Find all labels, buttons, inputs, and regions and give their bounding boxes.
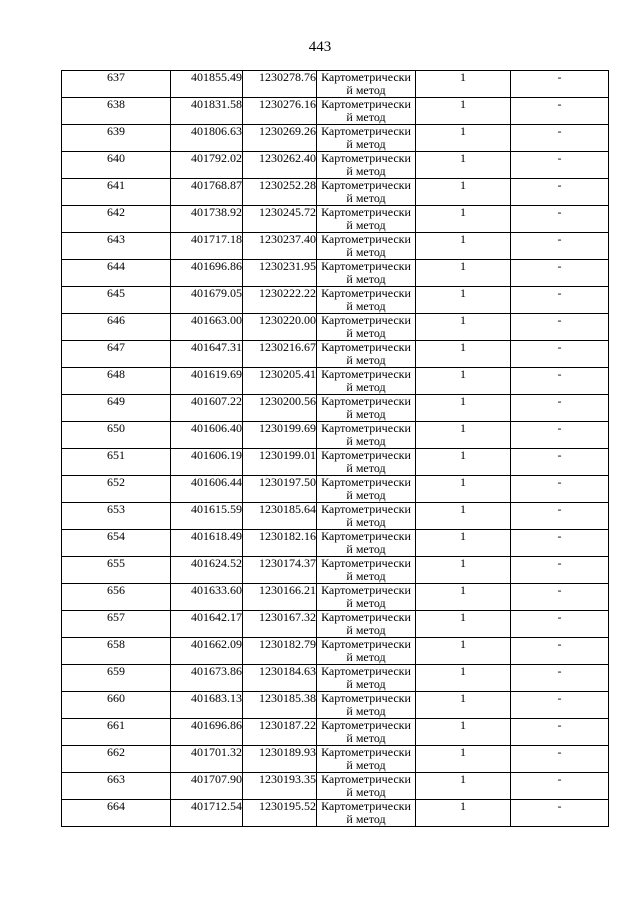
point-number-cell: 641 xyxy=(62,179,171,206)
x-coordinate-cell: 401683.13 xyxy=(171,692,243,719)
note-cell: - xyxy=(511,557,609,584)
note-cell: - xyxy=(511,314,609,341)
point-number-cell: 654 xyxy=(62,530,171,557)
x-coordinate-cell: 401806.63 xyxy=(171,125,243,152)
method-cell xyxy=(317,584,416,611)
note-cell: - xyxy=(511,125,609,152)
method-cell xyxy=(317,746,416,773)
y-coordinate-cell: 1230195.52 xyxy=(243,800,317,827)
accuracy-cell: 1 xyxy=(416,395,511,422)
x-coordinate-cell: 401633.60 xyxy=(171,584,243,611)
y-coordinate-cell: 1230185.38 xyxy=(243,692,317,719)
method-text-line-1: Картометрически xyxy=(321,97,411,111)
page-number: 443 xyxy=(308,39,332,55)
point-number-cell: 660 xyxy=(62,692,171,719)
x-coordinate-cell: 401696.86 xyxy=(171,719,243,746)
note-cell: - xyxy=(511,665,609,692)
accuracy-cell: 1 xyxy=(416,125,511,152)
method-cell xyxy=(317,368,416,395)
x-coordinate-cell: 401738.92 xyxy=(171,206,243,233)
accuracy-cell: 1 xyxy=(416,557,511,584)
note-cell: - xyxy=(511,611,609,638)
point-number-cell: 646 xyxy=(62,314,171,341)
method-text-line-2: й метод xyxy=(346,677,386,691)
accuracy-cell: 1 xyxy=(416,98,511,125)
method-cell xyxy=(317,449,416,476)
point-number-cell: 639 xyxy=(62,125,171,152)
point-number-cell: 657 xyxy=(62,611,171,638)
note-cell: - xyxy=(511,719,609,746)
table-row xyxy=(62,314,609,341)
method-cell xyxy=(317,773,416,800)
method-cell xyxy=(317,314,416,341)
accuracy-cell: 1 xyxy=(416,206,511,233)
x-coordinate-cell: 401768.87 xyxy=(171,179,243,206)
point-number-cell: 647 xyxy=(62,341,171,368)
point-number-cell: 661 xyxy=(62,719,171,746)
method-text-line-1: Картометрически xyxy=(321,583,411,597)
method-cell xyxy=(317,233,416,260)
method-text-line-1: Картометрически xyxy=(321,799,411,813)
point-number-cell: 655 xyxy=(62,557,171,584)
accuracy-cell: 1 xyxy=(416,503,511,530)
method-text-line-1: Картометрически xyxy=(321,502,411,516)
note-cell: - xyxy=(511,584,609,611)
method-text-line-2: й метод xyxy=(346,299,386,313)
method-text-line-2: й метод xyxy=(346,380,386,394)
method-text-line-2: й метод xyxy=(346,245,386,259)
y-coordinate-cell: 1230269.26 xyxy=(243,125,317,152)
table-row xyxy=(62,719,609,746)
x-coordinate-cell: 401792.02 xyxy=(171,152,243,179)
note-cell: - xyxy=(511,98,609,125)
accuracy-cell: 1 xyxy=(416,692,511,719)
note-cell: - xyxy=(511,422,609,449)
table-row xyxy=(62,71,609,98)
y-coordinate-cell: 1230278.76 xyxy=(243,71,317,98)
method-text-line-1: Картометрически xyxy=(321,286,411,300)
y-coordinate-cell: 1230184.63 xyxy=(243,665,317,692)
point-number-cell: 652 xyxy=(62,476,171,503)
x-coordinate-cell: 401696.86 xyxy=(171,260,243,287)
y-coordinate-cell: 1230199.01 xyxy=(243,449,317,476)
table-row xyxy=(62,530,609,557)
table-row xyxy=(62,341,609,368)
accuracy-cell: 1 xyxy=(416,368,511,395)
x-coordinate-cell: 401642.17 xyxy=(171,611,243,638)
y-coordinate-cell: 1230193.35 xyxy=(243,773,317,800)
note-cell: - xyxy=(511,773,609,800)
method-text-line-1: Картометрически xyxy=(321,421,411,435)
x-coordinate-cell: 401855.49 xyxy=(171,71,243,98)
note-cell: - xyxy=(511,746,609,773)
point-number-cell: 656 xyxy=(62,584,171,611)
method-text-line-1: Картометрически xyxy=(321,394,411,408)
table-row xyxy=(62,557,609,584)
method-text-line-2: й метод xyxy=(346,407,386,421)
method-text-line-2: й метод xyxy=(346,434,386,448)
method-cell xyxy=(317,260,416,287)
x-coordinate-cell: 401607.22 xyxy=(171,395,243,422)
method-cell xyxy=(317,71,416,98)
table-row xyxy=(62,422,609,449)
note-cell: - xyxy=(511,530,609,557)
point-number-cell: 638 xyxy=(62,98,171,125)
method-text-line-1: Картометрически xyxy=(321,367,411,381)
method-text-line-2: й метод xyxy=(346,542,386,556)
method-text-line-1: Картометрически xyxy=(321,178,411,192)
x-coordinate-cell: 401679.05 xyxy=(171,287,243,314)
method-text-line-2: й метод xyxy=(346,137,386,151)
point-number-cell: 651 xyxy=(62,449,171,476)
point-number-cell: 662 xyxy=(62,746,171,773)
table-row xyxy=(62,800,609,827)
method-text-line-1: Картометрически xyxy=(321,475,411,489)
x-coordinate-cell: 401615.59 xyxy=(171,503,243,530)
method-text-line-1: Картометрически xyxy=(321,718,411,732)
point-number-cell: 643 xyxy=(62,233,171,260)
accuracy-cell: 1 xyxy=(416,422,511,449)
table-row xyxy=(62,287,609,314)
method-text-line-1: Картометрически xyxy=(321,259,411,273)
note-cell: - xyxy=(511,206,609,233)
method-cell xyxy=(317,206,416,233)
method-cell xyxy=(317,800,416,827)
method-text-line-2: й метод xyxy=(346,758,386,772)
note-cell: - xyxy=(511,800,609,827)
point-number-cell: 649 xyxy=(62,395,171,422)
point-number-cell: 658 xyxy=(62,638,171,665)
y-coordinate-cell: 1230187.22 xyxy=(243,719,317,746)
y-coordinate-cell: 1230182.16 xyxy=(243,530,317,557)
accuracy-cell: 1 xyxy=(416,71,511,98)
y-coordinate-cell: 1230205.41 xyxy=(243,368,317,395)
note-cell: - xyxy=(511,503,609,530)
y-coordinate-cell: 1230189.93 xyxy=(243,746,317,773)
method-text-line-2: й метод xyxy=(346,812,386,826)
y-coordinate-cell: 1230174.37 xyxy=(243,557,317,584)
method-cell xyxy=(317,152,416,179)
method-text-line-1: Картометрически xyxy=(321,313,411,327)
method-text-line-1: Картометрически xyxy=(321,691,411,705)
method-text-line-2: й метод xyxy=(346,596,386,610)
method-text-line-1: Картометрически xyxy=(321,637,411,651)
method-cell xyxy=(317,638,416,665)
note-cell: - xyxy=(511,638,609,665)
accuracy-cell: 1 xyxy=(416,476,511,503)
note-cell: - xyxy=(511,260,609,287)
x-coordinate-cell: 401717.18 xyxy=(171,233,243,260)
table-row xyxy=(62,125,609,152)
point-number-cell: 663 xyxy=(62,773,171,800)
method-text-line-2: й метод xyxy=(346,326,386,340)
point-number-cell: 640 xyxy=(62,152,171,179)
note-cell: - xyxy=(511,449,609,476)
table-row xyxy=(62,233,609,260)
table-row xyxy=(62,368,609,395)
accuracy-cell: 1 xyxy=(416,773,511,800)
x-coordinate-cell: 401618.49 xyxy=(171,530,243,557)
method-text-line-1: Картометрически xyxy=(321,529,411,543)
method-text-line-2: й метод xyxy=(346,218,386,232)
method-text-line-2: й метод xyxy=(346,623,386,637)
y-coordinate-cell: 1230197.50 xyxy=(243,476,317,503)
method-text-line-2: й метод xyxy=(346,164,386,178)
table-body xyxy=(62,71,609,827)
method-text-line-1: Картометрически xyxy=(321,340,411,354)
method-cell xyxy=(317,98,416,125)
note-cell: - xyxy=(511,152,609,179)
method-cell xyxy=(317,719,416,746)
y-coordinate-cell: 1230200.56 xyxy=(243,395,317,422)
y-coordinate-cell: 1230231.95 xyxy=(243,260,317,287)
method-cell xyxy=(317,611,416,638)
x-coordinate-cell: 401619.69 xyxy=(171,368,243,395)
method-text-line-2: й метод xyxy=(346,785,386,799)
method-cell xyxy=(317,557,416,584)
method-cell xyxy=(317,395,416,422)
accuracy-cell: 1 xyxy=(416,179,511,206)
x-coordinate-cell: 401707.90 xyxy=(171,773,243,800)
method-cell xyxy=(317,476,416,503)
x-coordinate-cell: 401647.31 xyxy=(171,341,243,368)
y-coordinate-cell: 1230252.28 xyxy=(243,179,317,206)
table-row xyxy=(62,206,609,233)
accuracy-cell: 1 xyxy=(416,584,511,611)
table-row xyxy=(62,98,609,125)
table-row xyxy=(62,746,609,773)
x-coordinate-cell: 401662.09 xyxy=(171,638,243,665)
method-text-line-1: Картометрически xyxy=(321,205,411,219)
accuracy-cell: 1 xyxy=(416,152,511,179)
accuracy-cell: 1 xyxy=(416,665,511,692)
method-cell xyxy=(317,179,416,206)
table-row xyxy=(62,773,609,800)
point-number-cell: 664 xyxy=(62,800,171,827)
y-coordinate-cell: 1230245.72 xyxy=(243,206,317,233)
table-row xyxy=(62,476,609,503)
method-text-line-1: Картометрически xyxy=(321,70,411,84)
note-cell: - xyxy=(511,692,609,719)
table-row xyxy=(62,584,609,611)
method-text-line-2: й метод xyxy=(346,110,386,124)
y-coordinate-cell: 1230166.21 xyxy=(243,584,317,611)
y-coordinate-cell: 1230237.40 xyxy=(243,233,317,260)
accuracy-cell: 1 xyxy=(416,530,511,557)
accuracy-cell: 1 xyxy=(416,260,511,287)
method-text-line-2: й метод xyxy=(346,191,386,205)
method-text-line-1: Картометрически xyxy=(321,232,411,246)
x-coordinate-cell: 401606.44 xyxy=(171,476,243,503)
accuracy-cell: 1 xyxy=(416,314,511,341)
y-coordinate-cell: 1230182.79 xyxy=(243,638,317,665)
note-cell: - xyxy=(511,179,609,206)
table-row xyxy=(62,395,609,422)
method-text-line-2: й метод xyxy=(346,569,386,583)
accuracy-cell: 1 xyxy=(416,638,511,665)
method-text-line-1: Картометрически xyxy=(321,556,411,570)
method-text-line-2: й метод xyxy=(346,704,386,718)
y-coordinate-cell: 1230167.32 xyxy=(243,611,317,638)
x-coordinate-cell: 401701.32 xyxy=(171,746,243,773)
table-row xyxy=(62,179,609,206)
method-cell xyxy=(317,665,416,692)
point-number-cell: 648 xyxy=(62,368,171,395)
point-number-cell: 659 xyxy=(62,665,171,692)
table-row xyxy=(62,692,609,719)
method-text-line-2: й метод xyxy=(346,461,386,475)
table-row xyxy=(62,260,609,287)
table-row xyxy=(62,611,609,638)
note-cell: - xyxy=(511,395,609,422)
point-number-cell: 645 xyxy=(62,287,171,314)
x-coordinate-cell: 401606.40 xyxy=(171,422,243,449)
table-row xyxy=(62,665,609,692)
method-cell xyxy=(317,287,416,314)
table-row xyxy=(62,503,609,530)
method-cell xyxy=(317,422,416,449)
point-number-cell: 644 xyxy=(62,260,171,287)
note-cell: - xyxy=(511,233,609,260)
accuracy-cell: 1 xyxy=(416,800,511,827)
method-text-line-2: й метод xyxy=(346,83,386,97)
method-cell xyxy=(317,530,416,557)
y-coordinate-cell: 1230185.64 xyxy=(243,503,317,530)
method-text-line-1: Картометрически xyxy=(321,664,411,678)
table-row xyxy=(62,638,609,665)
table-row xyxy=(62,152,609,179)
method-text-line-2: й метод xyxy=(346,650,386,664)
method-text-line-1: Картометрически xyxy=(321,448,411,462)
x-coordinate-cell: 401831.58 xyxy=(171,98,243,125)
note-cell: - xyxy=(511,341,609,368)
method-cell xyxy=(317,125,416,152)
note-cell: - xyxy=(511,287,609,314)
accuracy-cell: 1 xyxy=(416,611,511,638)
method-text-line-1: Картометрически xyxy=(321,772,411,786)
x-coordinate-cell: 401673.86 xyxy=(171,665,243,692)
accuracy-cell: 1 xyxy=(416,287,511,314)
accuracy-cell: 1 xyxy=(416,746,511,773)
accuracy-cell: 1 xyxy=(416,719,511,746)
point-number-cell: 650 xyxy=(62,422,171,449)
method-text-line-2: й метод xyxy=(346,731,386,745)
x-coordinate-cell: 401663.00 xyxy=(171,314,243,341)
method-text-line-2: й метод xyxy=(346,488,386,502)
coordinates-table xyxy=(61,70,609,827)
method-text-line-2: й метод xyxy=(346,515,386,529)
accuracy-cell: 1 xyxy=(416,341,511,368)
y-coordinate-cell: 1230276.16 xyxy=(243,98,317,125)
x-coordinate-cell: 401606.19 xyxy=(171,449,243,476)
method-cell xyxy=(317,503,416,530)
y-coordinate-cell: 1230262.40 xyxy=(243,152,317,179)
accuracy-cell: 1 xyxy=(416,449,511,476)
note-cell: - xyxy=(511,368,609,395)
method-text-line-2: й метод xyxy=(346,272,386,286)
method-text-line-2: й метод xyxy=(346,353,386,367)
note-cell: - xyxy=(511,476,609,503)
x-coordinate-cell: 401712.54 xyxy=(171,800,243,827)
y-coordinate-cell: 1230199.69 xyxy=(243,422,317,449)
method-cell xyxy=(317,341,416,368)
accuracy-cell: 1 xyxy=(416,233,511,260)
x-coordinate-cell: 401624.52 xyxy=(171,557,243,584)
point-number-cell: 642 xyxy=(62,206,171,233)
method-text-line-1: Картометрически xyxy=(321,745,411,759)
method-text-line-1: Картометрически xyxy=(321,124,411,138)
point-number-cell: 653 xyxy=(62,503,171,530)
y-coordinate-cell: 1230222.22 xyxy=(243,287,317,314)
note-cell: - xyxy=(511,71,609,98)
method-text-line-1: Картометрически xyxy=(321,610,411,624)
y-coordinate-cell: 1230216.67 xyxy=(243,341,317,368)
y-coordinate-cell: 1230220.00 xyxy=(243,314,317,341)
method-cell xyxy=(317,692,416,719)
table-row xyxy=(62,449,609,476)
method-text-line-1: Картометрически xyxy=(321,151,411,165)
point-number-cell: 637 xyxy=(62,71,171,98)
